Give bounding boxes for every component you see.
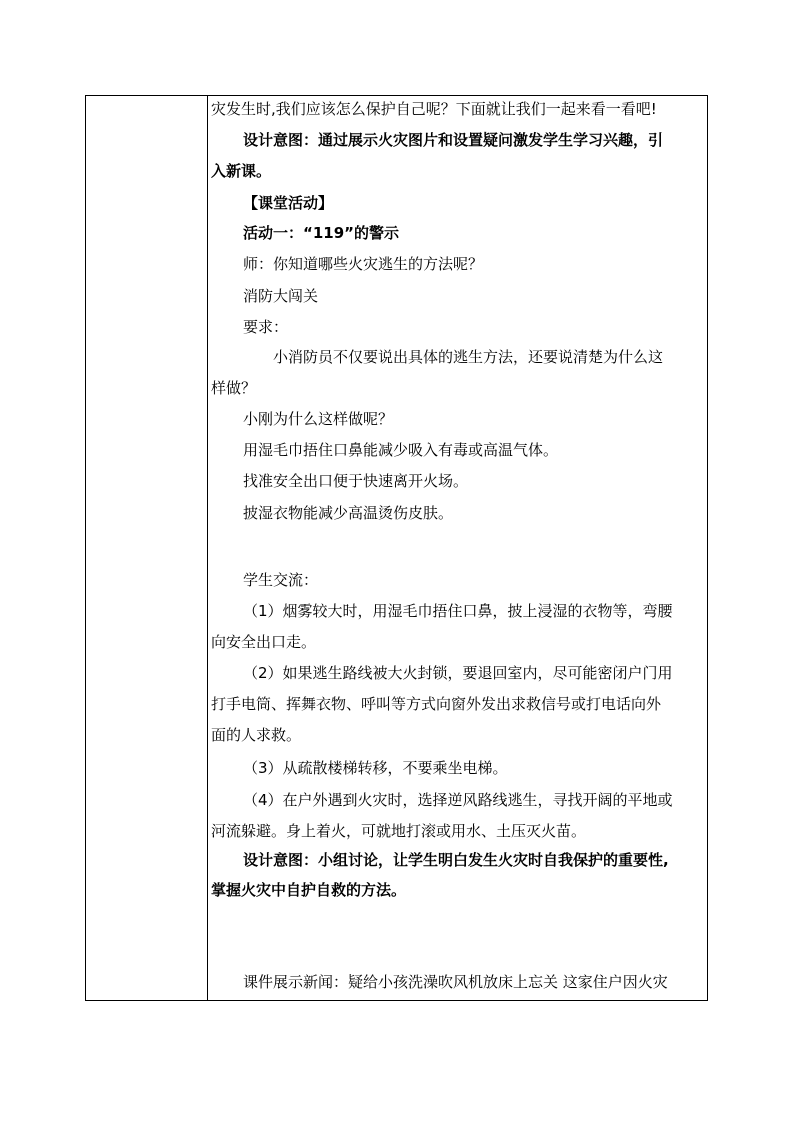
- requirement-line2: 样做？: [211, 379, 257, 397]
- student-exchange-label: 学生交流：: [243, 571, 319, 589]
- design-intent-2-line1: 设计意图：小组讨论，让学生明白发生火灾时自我保护的重要性,: [243, 851, 669, 869]
- item-1-line2: 向安全出口走。: [211, 633, 317, 651]
- lesson-content-cell: [211, 96, 701, 1000]
- item-3-line1: （3）从疏散楼梯转移，不要乘坐电梯。: [243, 759, 508, 777]
- item-4-line1: （4）在户外遇到火灾时，选择逆风路线逃生，寻找开阔的平地或: [243, 791, 673, 809]
- design-intent-2-line2: 掌握火灾中自护自救的方法。: [211, 881, 407, 899]
- reason-1: 用湿毛巾捂住口鼻能减少吸入有毒或高温气体。: [243, 441, 559, 459]
- lesson-table: [85, 95, 708, 1001]
- item-1-line1: （1）烟雾较大时，用湿毛巾捂住口鼻，披上浸湿的衣物等，弯腰: [243, 602, 673, 620]
- reason-2: 找准安全出口便于快速离开火场。: [243, 472, 469, 490]
- teacher-question: 师：你知道哪些火灾逃生的方法呢？: [243, 255, 484, 273]
- item-2-line2: 打手电筒、挥舞衣物、呼叫等方式向窗外发出求救信号或打电话向外: [211, 695, 662, 713]
- design-intent-1-line2: 入新课。: [211, 162, 272, 180]
- activity-one-title: 活动一：“119”的警示: [243, 224, 400, 242]
- reason-3: 披湿衣物能减少高温烫伤皮肤。: [243, 504, 454, 522]
- fire-challenge-title: 消防大闯关: [243, 287, 319, 305]
- item-2-line1: （2）如果逃生路线被大火封锁，要退回室内，尽可能密闭户门用: [243, 664, 673, 682]
- courseware-news: 课件展示新闻：疑给小孩洗澡吹风机放床上忘关 这家住户因火灾: [243, 973, 668, 991]
- column-divider: [207, 96, 208, 1000]
- why-question: 小刚为什么这样做呢？: [243, 410, 394, 428]
- classroom-activity-heading: 【课堂活动】: [243, 194, 334, 212]
- item-2-line3: 面的人求救。: [211, 726, 302, 744]
- intro-line: 灾发生时,我们应该怎么保护自己呢？下面就让我们一起来看一看吧!: [211, 100, 657, 118]
- design-intent-1-line1: 设计意图：通过展示火灾图片和设置疑问激发学生学习兴趣，引: [243, 131, 664, 149]
- item-4-line2: 河流躲避。身上着火，可就地打滚或用水、土压灭火苗。: [211, 822, 587, 840]
- requirement-line1: 小消防员不仅要说出具体的逃生方法，还要说清楚为什么这: [273, 348, 664, 366]
- requirement-label: 要求：: [243, 318, 289, 336]
